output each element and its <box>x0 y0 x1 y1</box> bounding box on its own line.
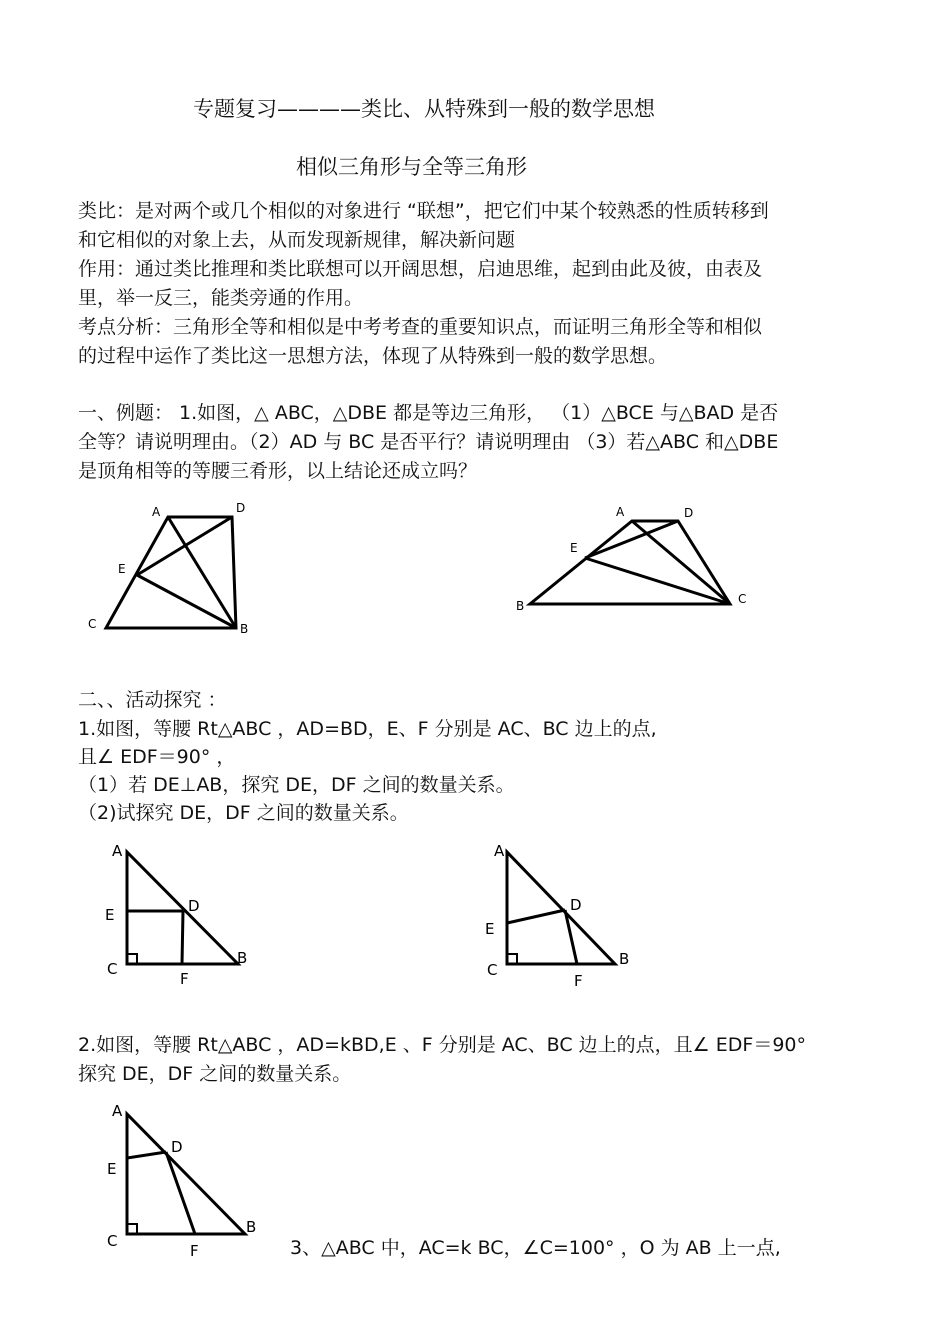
label-d: D <box>171 1138 183 1156</box>
label-c: C <box>88 617 97 631</box>
figure-equilateral-left <box>80 500 260 640</box>
label-b: B <box>237 949 248 967</box>
intro-line-4: 里，举一反三，能类旁通的作用。 <box>78 287 364 309</box>
activity-p2-line-1: 2.如图，等腰 Rt△ABC ，AD=kBD,E 、F 分别是 AC、BC 边上的点，且∠ EDF＝90° <box>78 1034 806 1056</box>
label-c: C <box>487 961 498 979</box>
intro-line-5: 考点分析：三角形全等和相似是中考考查的重要知识点，而证明三角形全等和相似 <box>78 316 763 338</box>
label-a: A <box>494 842 505 860</box>
label-b: B <box>246 1218 257 1236</box>
example-line-3: 是顶角相等的等腰三肴形，以上结论还成立吗？ <box>78 460 478 482</box>
label-d: D <box>684 506 694 520</box>
activity-p2-line-2: 探究 DE，DF 之间的数量关系。 <box>78 1063 352 1085</box>
document-title: 专题复习————类比、从特殊到一般的数学思想 <box>193 97 655 121</box>
activity-p1-line-3: （1）若 DE⊥AB，探究 DE，DF 之间的数量关系。 <box>78 774 515 796</box>
example-line-1: 一、例题： 1.如图，△ ABC，△DBE 都是等边三角形， （1）△BCE 与△BAD 是否 <box>78 402 779 424</box>
activity-p1-line-2: 且∠ EDF＝90° ， <box>78 746 236 768</box>
label-f: F <box>180 970 189 988</box>
label-a: A <box>112 1102 123 1120</box>
intro-line-6: 的过程中运作了类比这一思想方法，体现了从特殊到一般的数学思想。 <box>78 345 668 367</box>
label-a: A <box>152 505 161 519</box>
label-c: C <box>738 592 747 606</box>
activity-p1-line-4: （2)试探究 DE，DF 之间的数量关系。 <box>78 802 409 824</box>
label-b: B <box>240 622 249 636</box>
label-e: E <box>485 920 495 938</box>
label-b: B <box>516 599 525 613</box>
figure-right-triangle-general <box>480 840 650 990</box>
label-a: A <box>616 505 625 519</box>
label-c: C <box>107 1232 118 1250</box>
figure-right-triangle-k <box>100 1100 270 1260</box>
label-e: E <box>107 1160 117 1178</box>
figure-right-triangle-perpendicular <box>100 840 260 990</box>
label-c: C <box>107 960 118 978</box>
label-a: A <box>112 842 123 860</box>
activity-p1-line-1: 1.如图，等腰 Rt△ABC ，AD=BD，E、F 分别是 AC、BC 边上的点, <box>78 718 657 740</box>
figure-isosceles-right <box>510 500 760 620</box>
document-subtitle: 相似三角形与全等三角形 <box>296 155 527 179</box>
label-d: D <box>570 896 582 914</box>
label-b: B <box>619 950 630 968</box>
intro-line-3: 作用：通过类比推理和类比联想可以开阔思想，启迪思维，起到由此及彼，由表及 <box>78 258 763 280</box>
example-line-2: 全等？请说明理由。（2）AD 与 BC 是否平行？请说明理由 （3）若△ABC 和△DBE <box>78 431 779 453</box>
intro-line-1: 类比：是对两个或几个相似的对象进行 “联想”，把它们中某个较熟悉的性质转移到 <box>78 200 769 222</box>
label-d: D <box>188 897 200 915</box>
label-d: D <box>236 501 246 515</box>
intro-line-2: 和它相似的对象上去，从而发现新规律，解决新问题 <box>78 229 516 251</box>
activity-p3-line-1: 3、△ABC 中，AC=k BC，∠C=100° ，O 为 AB 上一点, <box>290 1237 781 1259</box>
label-e: E <box>570 541 578 555</box>
activity-heading: 二、、活动探究 ： <box>78 689 227 711</box>
label-f: F <box>190 1242 199 1260</box>
label-e: E <box>105 906 115 924</box>
label-e: E <box>118 562 126 576</box>
label-f: F <box>574 972 583 990</box>
